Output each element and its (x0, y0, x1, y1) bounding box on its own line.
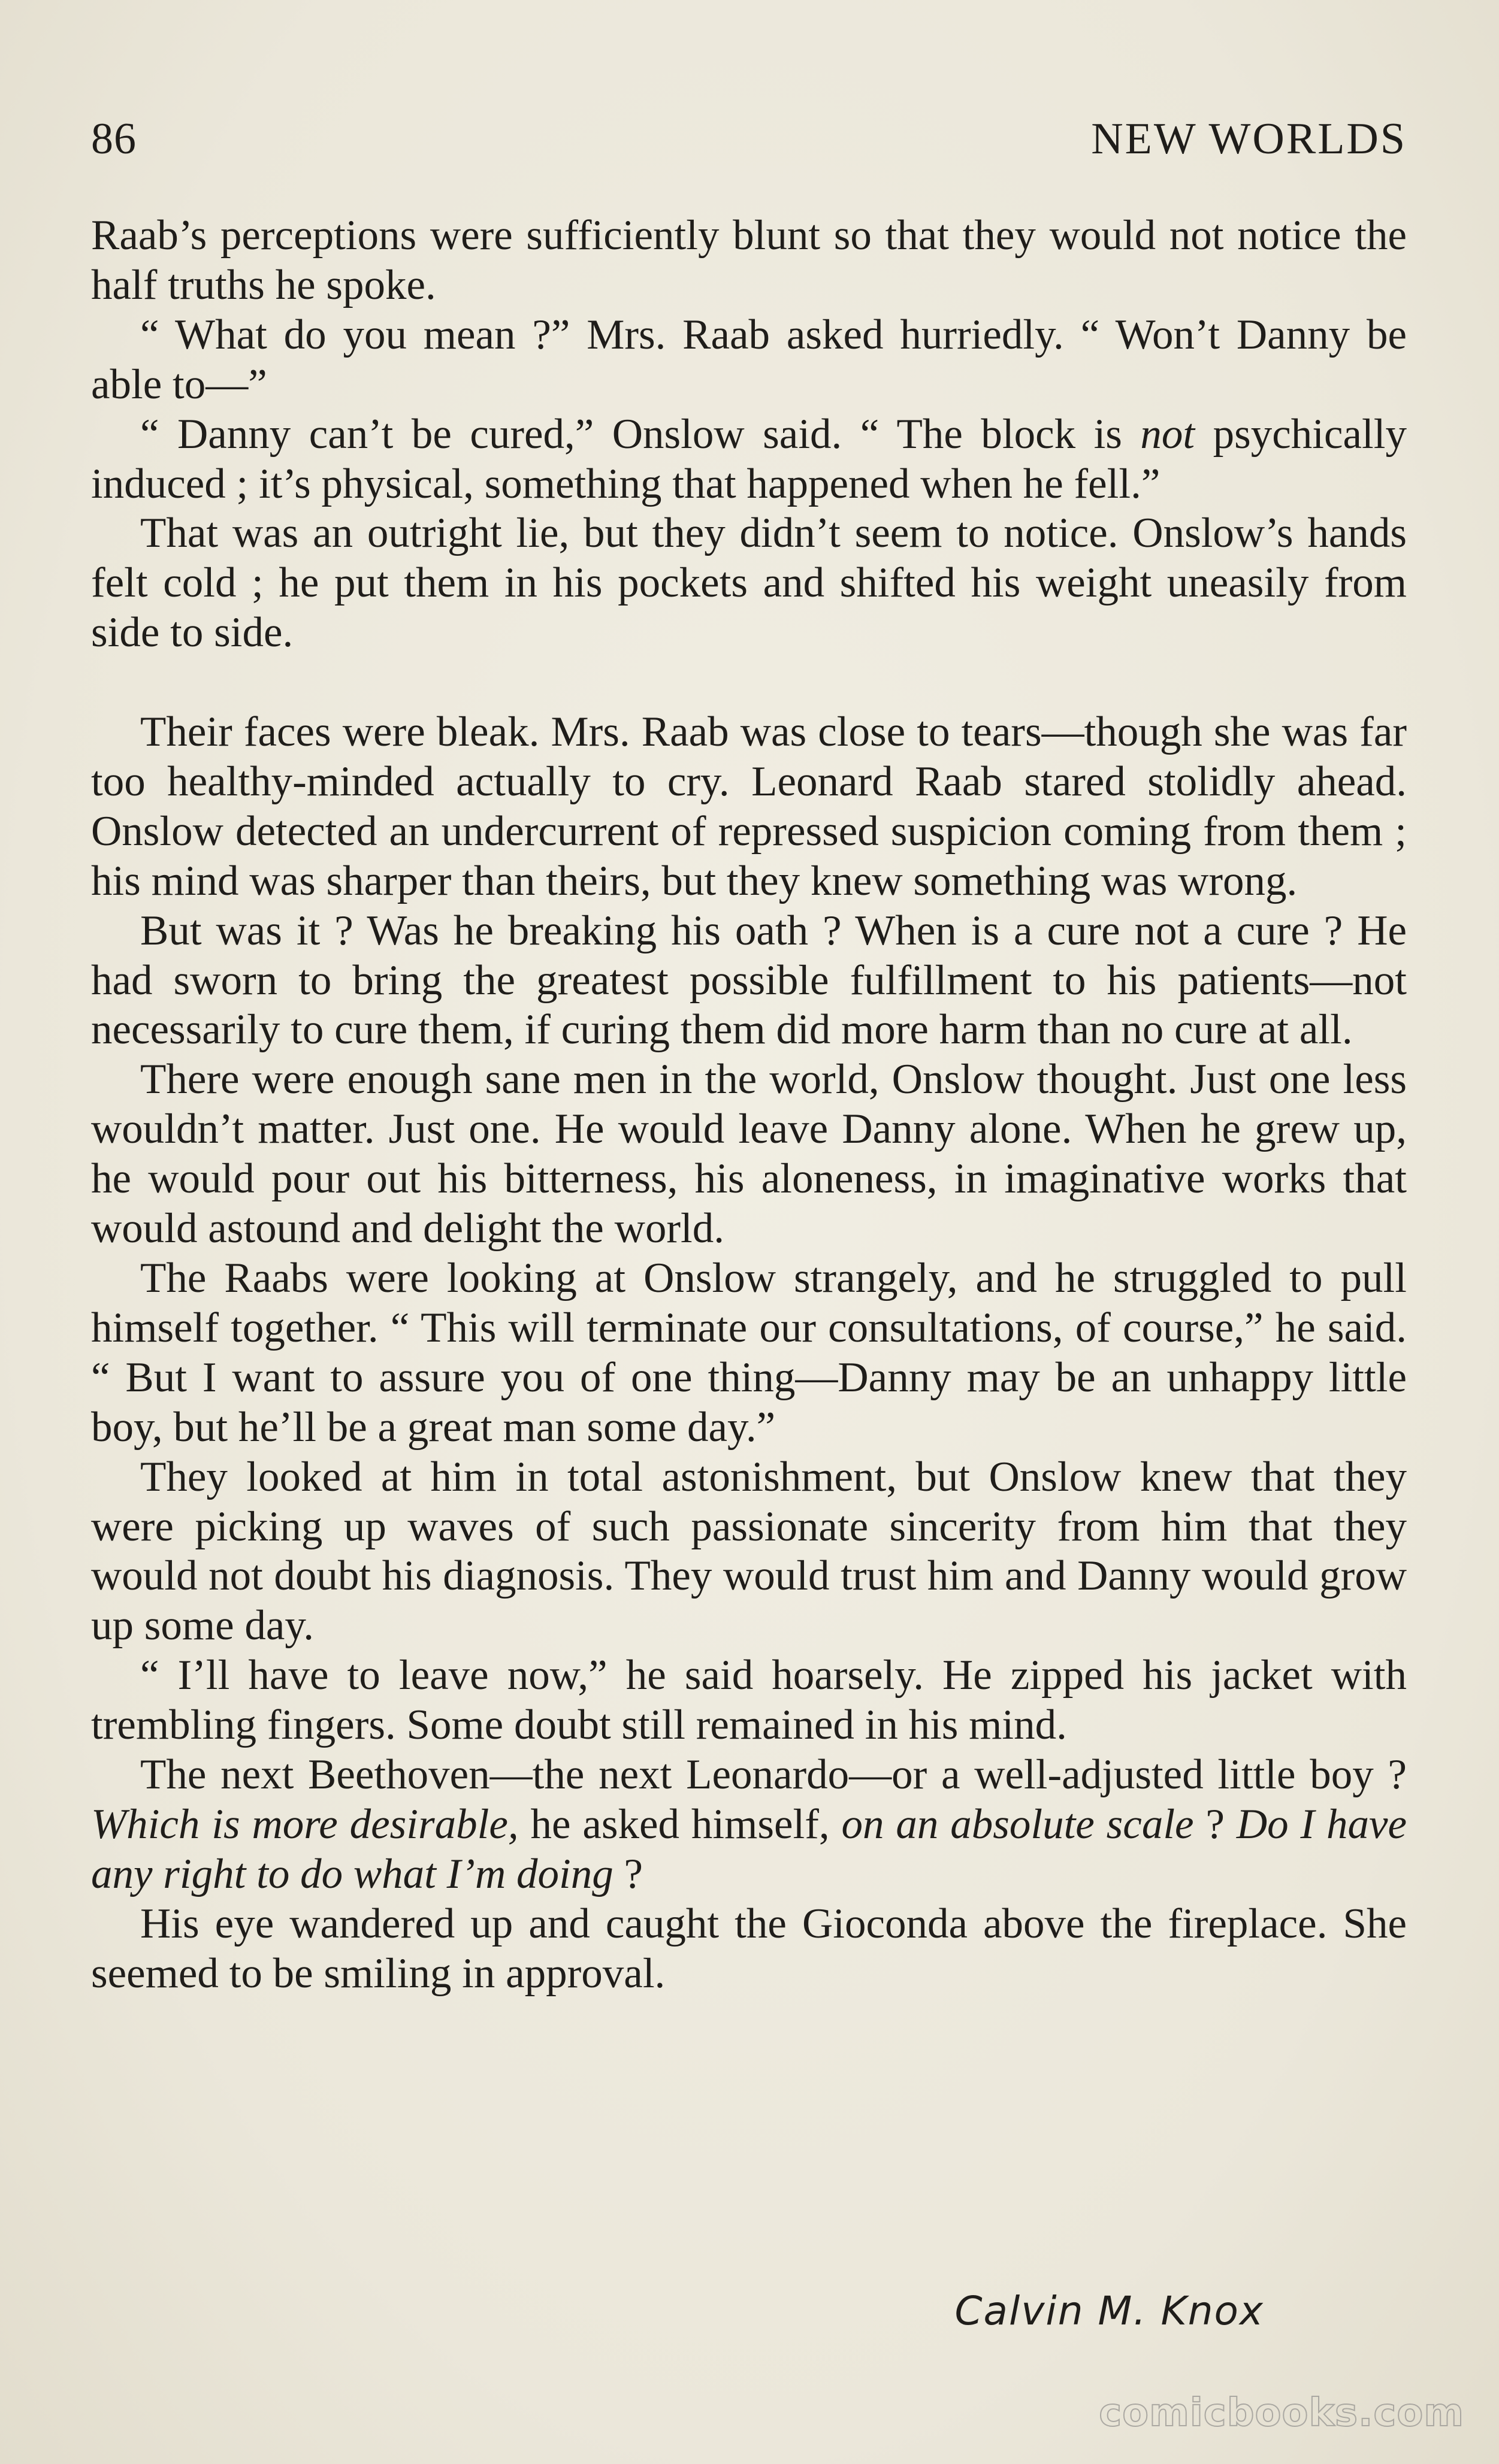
page-number: 86 (91, 114, 137, 164)
italic-text: Which is more desirable, (91, 1800, 519, 1848)
italic-text: not (1140, 410, 1195, 458)
italic-text: on an absolute scale (841, 1800, 1194, 1848)
paragraph (91, 508, 1407, 658)
paragraph-text: ? (613, 1850, 643, 1897)
paragraph-text: “ Danny can’t be cured,” Onslow said. “ The block is (140, 410, 1141, 458)
paragraph (91, 707, 1407, 906)
paragraph (91, 1750, 1407, 1899)
paragraph (91, 906, 1407, 1055)
paragraph-text: There were enough sane men in the world, Onslow thought. Just one less wouldn’t matter. Just one. He would leave Danny alone. When he grew up, he would pour out his bitterness, his aloneness, in imaginative works that would astound and delight the world. (91, 1056, 1407, 1252)
paragraph-text: Their faces were bleak. Mrs. Raab was close to tears—though she was far too healthy-minded actually to cry. Leonard Raab stared stolidly ahead. Onslow detected an undercurrent of repressed suspicion coming from them ; his mind was sharper than theirs, but they knew something was wrong. (91, 709, 1407, 904)
paragraph-text: ? (1193, 1800, 1237, 1848)
paragraph (91, 1055, 1407, 1254)
paragraph (91, 1651, 1407, 1750)
paragraph (91, 1254, 1407, 1452)
paragraph-text: That was an outright lie, but they didn’t seem to notice. Onslow’s hands felt cold ; he put them in his pockets and shifted his weight uneasily from side to side. (91, 510, 1407, 656)
paragraph-text: Raab’s perceptions were sufficiently blunt so that they would not notice the half truths he spoke. (91, 212, 1407, 308)
paragraph-text: he asked himself, (518, 1800, 842, 1848)
paragraph-text: “ I’ll have to leave now,” he said hoarsely. He zipped his jacket with trembling fingers. Some doubt still remained in his mind. (91, 1652, 1407, 1749)
paragraph-text: The Raabs were looking at Onslow strangely, and he struggled to pull himself together. “ This will terminate our consultations, of course,” he said. “ But I want to assure you of one thing—Danny may be an unhappy little boy, but he’ll be a great man some day.” (91, 1255, 1407, 1451)
paragraph-text: They looked at him in total astonishment, but Onslow knew that they were picking up waves of such passionate sincerity from him that they would not doubt his diagnosis. They would trust him and Danny would grow up some day. (91, 1453, 1407, 1649)
paragraph (91, 310, 1407, 410)
page-header (91, 114, 1407, 168)
running-title: NEW WORLDS (1091, 114, 1407, 164)
paragraph-text: But was it ? Was he breaking his oath ? When is a cure not a cure ? He had sworn to bring the greatest possible fulfillment to his patients—not necessarily to cure them, if curing them did more harm than no cure at all. (91, 907, 1407, 1054)
paragraph (91, 1899, 1407, 1999)
paragraph-text: “ What do you mean ?” Mrs. Raab asked hurriedly. “ Won’t Danny be able to—” (91, 311, 1407, 408)
watermark: comicbooks.com (1099, 2391, 1464, 2435)
paragraph (91, 410, 1407, 509)
paragraph-text: His eye wandered up and caught the Gioconda above the fireplace. She seemed to be smiling in approval. (91, 1900, 1407, 1997)
italic-text: Do I have any right to do what I’m doing (91, 1800, 1407, 1897)
paragraph-text: psychically induced ; it’s physical, something that happened when he fell.” (91, 410, 1407, 507)
paragraph (91, 1452, 1407, 1651)
story-text (91, 211, 1407, 1999)
author-signature: Calvin M. Knox (954, 2288, 1264, 2334)
paragraph-text: The next Beethoven—the next Leonardo—or a well-adjusted little boy ? (140, 1751, 1407, 1799)
paragraph (91, 211, 1407, 310)
